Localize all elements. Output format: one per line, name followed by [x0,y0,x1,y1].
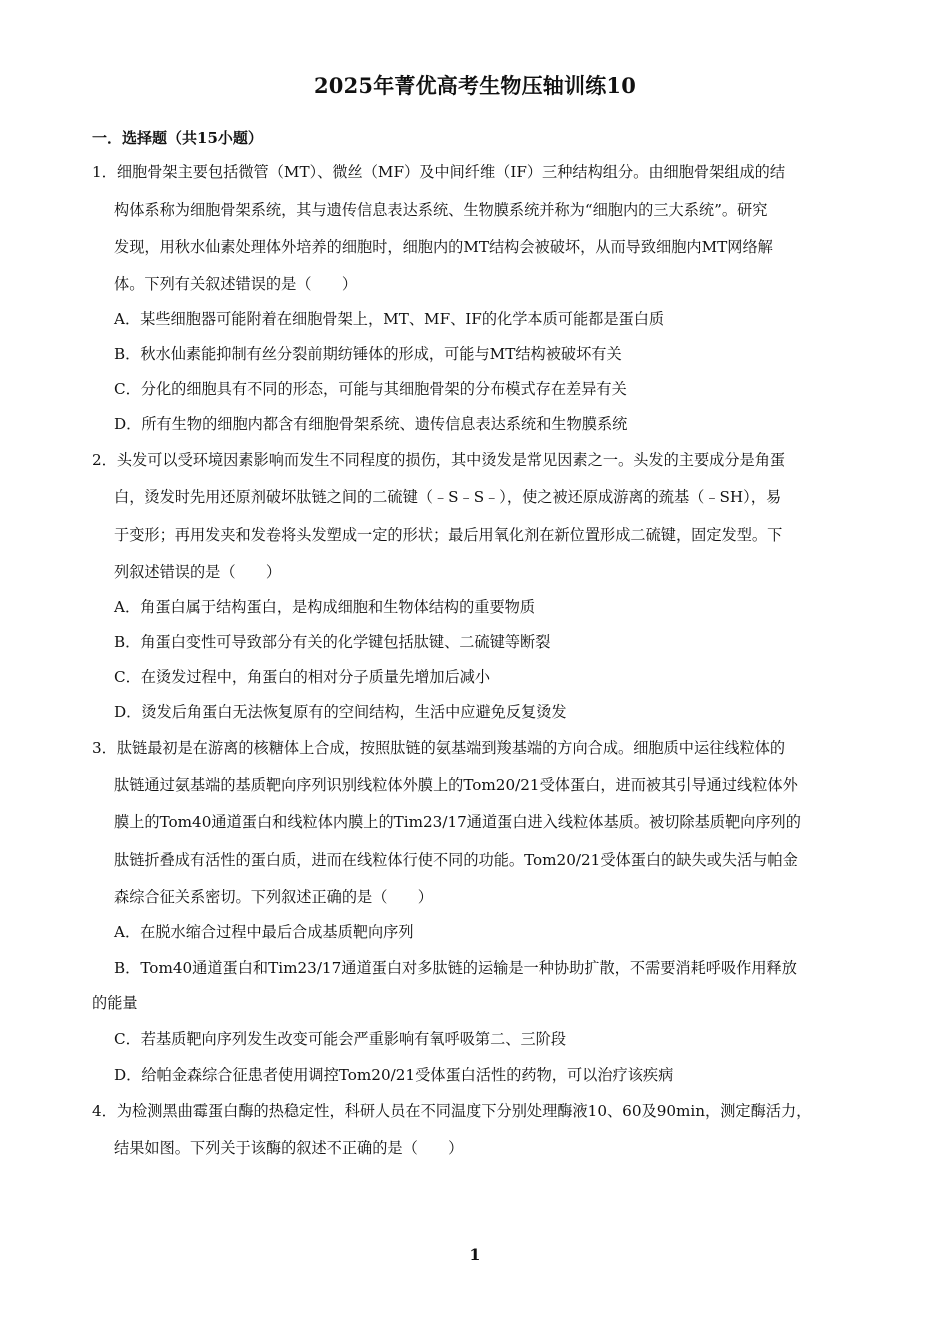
question-3-option-b: B．Tom40通道蛋白和Tim23/17通道蛋白对多肽链的运输是一种协助扩散，不需要消耗呼吸作用释放 [114,959,797,977]
question-3-stem-line-1: 3．肽链最初是在游离的核糖体上合成，按照肽链的氨基端到羧基端的方向合成。细胞质中运往线粒体的 [92,739,786,757]
question-3-option-d: D．给帕金森综合征患者使用调控Tom20/21受体蛋白活性的药物，可以治疗该疾病 [114,1066,674,1084]
question-1-option-c: C．分化的细胞具有不同的形态，可能与其细胞骨架的分布模式存在差异有关 [114,380,627,398]
question-2-option-d: D．烫发后角蛋白无法恢复原有的空间结构，生活中应避免反复烫发 [114,703,567,721]
section-heading: 一．选择题（共15小题） [92,129,263,147]
question-1-stem-line-3: 发现，用秋水仙素处理体外培养的细胞时，细胞内的MT结构会被破坏，从而导致细胞内MT网络解 [114,238,773,256]
question-2-option-a: A．角蛋白属于结构蛋白，是构成细胞和生物体结构的重要物质 [114,598,536,616]
question-3-option-a: A．在脱水缩合过程中最后合成基质靶向序列 [114,923,414,941]
question-2-stem-line-3: 于变形；再用发夹和发卷将头发塑成一定的形状；最后用氧化剂在新位置形成二硫键，固定发型。下 [114,526,783,544]
question-3-stem-line-3: 膜上的Tom40通道蛋白和线粒体内膜上的Tim23/17通道蛋白进入线粒体基质。被切除基质靶向序列的 [114,813,801,831]
question-2-option-b: B．角蛋白变性可导致部分有关的化学键包括肽键、二硫键等断裂 [114,633,551,651]
question-1-stem-line-1: 1．细胞骨架主要包括微管（MT）、微丝（MF）及中间纤维（IF）三种结构组分。由细胞骨架组成的结 [92,163,786,181]
question-4-stem-line-1: 4．为检测黑曲霉蛋白酶的热稳定性，科研人员在不同温度下分别处理酶液10、60及90min，测定酶活力， [92,1102,812,1120]
question-4-stem-line-2: 结果如图。下列关于该酶的叙述不正确的是（ ） [114,1139,464,1157]
question-1-stem-line-2: 构体系称为细胞骨架系统，其与遗传信息表达系统、生物膜系统并称为“细胞内的三大系统”。研究 [114,201,768,219]
page-number: 1 [469,1245,481,1264]
question-1-option-d: D．所有生物的细胞内都含有细胞骨架系统、遗传信息表达系统和生物膜系统 [114,415,628,433]
question-3-option-b-continued: 的能量 [92,994,138,1012]
question-2-stem-line-2: 白，烫发时先用还原剂破坏肽链之间的二硫键（﹣S﹣S﹣），使之被还原成游离的巯基（﹣SH），易 [114,488,782,506]
question-3-option-c: C．若基质靶向序列发生改变可能会严重影响有氧呼吸第二、三阶段 [114,1030,567,1048]
question-2-stem-line-4: 列叙述错误的是（ ） [114,563,282,581]
question-2-option-c: C．在烫发过程中，角蛋白的相对分子质量先增加后减小 [114,668,491,686]
question-1-option-a: A．某些细胞器可能附着在细胞骨架上，MT、MF、IF的化学本质可能都是蛋白质 [114,310,665,328]
question-3-stem-line-4: 肽链折叠成有活性的蛋白质，进而在线粒体行使不同的功能。Tom20/21受体蛋白的缺失或失活与帕金 [114,851,798,869]
question-1-stem-line-4: 体。下列有关叙述错误的是（ ） [114,275,357,293]
question-1-option-b: B．秋水仙素能抑制有丝分裂前期纺锤体的形成，可能与MT结构被破坏有关 [114,345,622,363]
question-3-stem-line-2: 肽链通过氨基端的基质靶向序列识别线粒体外膜上的Tom20/21受体蛋白，进而被其引导通过线粒体外 [114,776,798,794]
question-2-stem-line-1: 2．头发可以受环境因素影响而发生不同程度的损伤，其中烫发是常见因素之一。头发的主要成分是角蛋 [92,451,786,469]
question-3-stem-line-5: 森综合征关系密切。下列叙述正确的是（ ） [114,888,433,906]
page-title: 2025年菁优高考生物压轴训练10 [313,73,637,98]
